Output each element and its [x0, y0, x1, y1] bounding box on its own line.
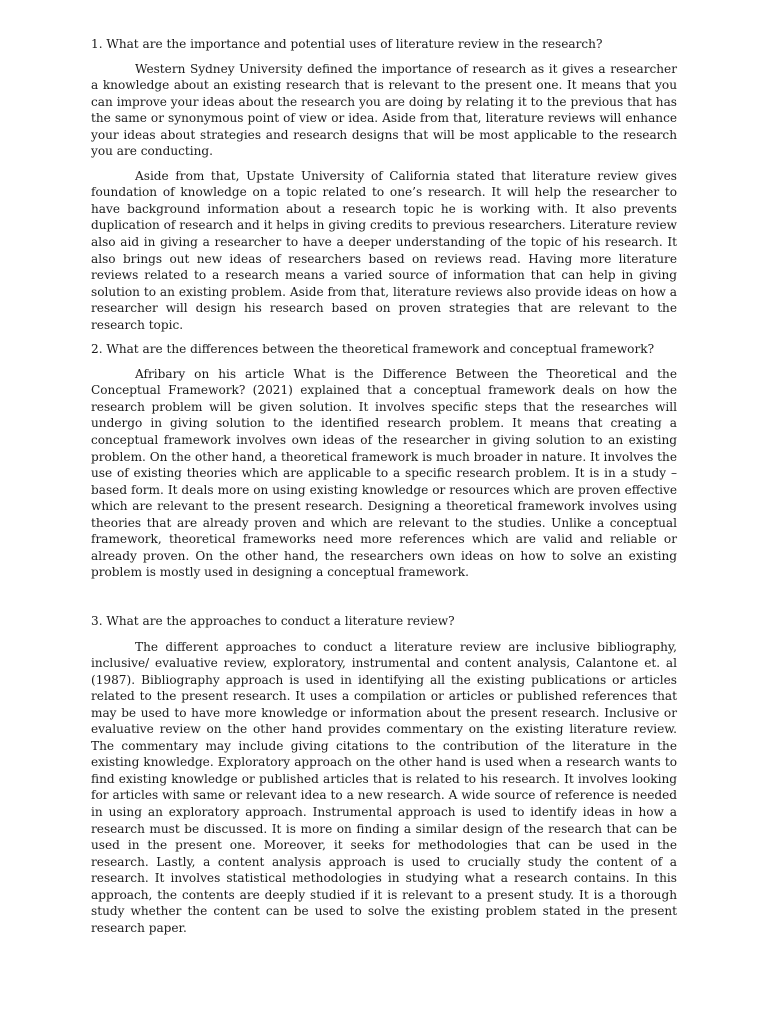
document-page [91, 36, 677, 936]
question-3-paragraph-1: The different approaches to conduct a literature review are inclusive bibliography, inclusive/ evaluative review, exploratory, instrumental and content analysis, Calantone et. al (1987). Bibliography approach is used in identifying all the existing publications or articles related to the present research. It uses a compilation or articles or published references that may be used to have more knowledge or information about the present research. Inclusive or evaluative review on the other hand provides commentary on the existing literature review. The commentary may include giving citations to the contribution of the literature in the existing knowledge. Exploratory approach on the other hand is used when a research wants to find existing knowledge or published articles that is related to his research. It involves looking for articles with same or relevant idea to a new research. A wide source of reference is needed in using an exploratory approach. Instrumental approach is used to identify ideas in how a research must be discussed. It is more on finding a similar design of the research that can be used in the present one. Moreover, it seeks for methodologies that can be used in the research. Lastly, a content analysis approach is used to crucially study the content of a research. It involves statistical methodologies in studying what a research contains. In this approach, the contents are deeply studied if it is relevant to a present study. It is a thorough study whether the content can be used to solve the existing problem stated in the present research paper. [91, 639, 677, 935]
question-1-paragraph-2: Aside from that, Upstate University of California stated that literature review gives foundation of knowledge on a topic related to one’s research. It will help the researcher to have background information about a research topic he is working with. It also prevents duplication of research and it helps in giving credits to previous researchers. Literature review also aid in giving a researcher to have a deeper understanding of the topic of his research. It also brings out new ideas of researchers based on reviews read. Having more literature reviews related to a research means a varied source of information that can help in giving solution to an existing problem. Aside from that, literature reviews also provide ideas on how a researcher will design his research based on proven strategies that are relevant to the research topic. [91, 168, 677, 332]
question-1-heading: 1. What are the importance and potential uses of literature review in the research? [91, 37, 603, 51]
question-1-paragraph-1: Western Sydney University defined the importance of research as it gives a researcher a knowledge about an existing research that is relevant to the present one. It means that you can improve your ideas about the research you are doing by relating it to the previous that has the same or synonymous point of view or idea. Aside from that, literature reviews will enhance your ideas about strategies and research designs that will be most applicable to the research you are conducting. [91, 61, 677, 159]
question-3-heading: 3. What are the approaches to conduct a literature review? [91, 613, 455, 628]
question-2-paragraph-1: Afribary on his article What is the Difference Between the Theoretical and the Conceptual Framework? (2021) explained that a conceptual framework deals on how the research problem will be given solution. It involves specific steps that the researches will undergo in giving solution to the identified research problem. It means that creating a conceptual framework involves own ideas of the researcher in giving solution to an existing problem. On the other hand, a theoretical framework is much broader in nature. It involves the use of existing theories which are applicable to a specific research problem. It is in a study – based form. It deals more on using existing knowledge or resources which are proven effective which are relevant to the present research. Designing a theoretical framework involves using theories that are already proven and which are relevant to the studies. Unlike a conceptual framework, theoretical frameworks need more references which are valid and reliable or already proven. On the other hand, the researchers own ideas on how to solve an existing problem is mostly used in designing a conceptual framework. [91, 366, 677, 580]
question-2-heading: 2. What are the differences between the theoretical framework and conceptual framework? [91, 342, 655, 357]
